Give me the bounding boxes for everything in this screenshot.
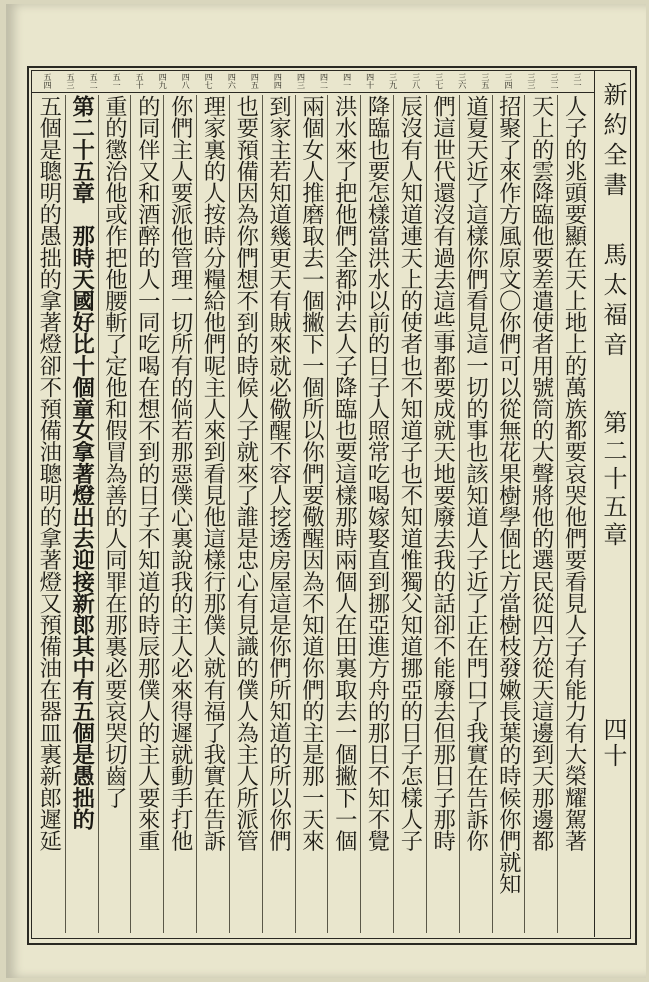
column-rule <box>163 95 164 933</box>
text-column: 天上的雲降臨他要差遣使者用號筒的大聲將他的選民從四方從天這邊到天那邊都 <box>528 95 555 851</box>
verse-ref: 四九 <box>158 73 168 89</box>
text-column: 人子的兆頭要顯在天上地上的萬族都要哀哭他們要看見人子有能力有大榮耀駕著 <box>560 95 587 851</box>
verse-ref: 三九 <box>388 73 398 89</box>
column-rule <box>98 95 99 933</box>
text-column: 到家主若知道幾更天有賊來就必儆醒不容人挖透房屋這是你們所知道的所以你們 <box>265 95 292 851</box>
column-rule <box>524 95 525 933</box>
column-rule <box>130 95 131 933</box>
column-rule <box>262 95 263 933</box>
column-rule <box>393 95 394 933</box>
column-rule <box>557 95 558 933</box>
verse-ref: 四六 <box>227 73 237 89</box>
text-column: 你們主人要派他管理一切所有的倘若那惡僕心裏說我的主人必來得遲就動手打他 <box>167 95 194 851</box>
column-rule <box>426 95 427 933</box>
column-rule <box>327 95 328 933</box>
gospel-name: 馬太福音 <box>599 242 627 362</box>
verse-ref: 四三 <box>296 73 306 89</box>
verse-ref: 五一 <box>112 73 122 89</box>
verse-ref: 三八 <box>411 73 421 89</box>
verse-ref: 三五 <box>480 73 490 89</box>
verse-ref: 四七 <box>204 73 214 89</box>
text-column: 重的懲治他或作把他腰斬了定他和假冒為善的人同罪在那裏必要哀哭切齒了 <box>101 95 128 808</box>
verse-ref: 三二 <box>549 73 559 89</box>
column-rule <box>360 95 361 933</box>
text-column: 第二十五章 那時天國好比十個童女拿著燈出去迎接新郎其中有五個是愚拙的 <box>68 95 95 830</box>
text-column: 招聚了來作方風原文〇你們可以從無花果樹學個比方當樹枝發嫩長葉的時候你們就知 <box>495 95 522 895</box>
column-rule <box>65 95 66 933</box>
text-column: 的同伴又和酒醉的人一同吃喝在想不到的日子不知道的時辰那僕人的主人要來重 <box>134 95 161 851</box>
verse-ref: 三一 <box>573 73 582 89</box>
verse-ref: 四八 <box>181 73 191 89</box>
verse-ref: 四五 <box>250 73 260 89</box>
verse-ref: 五三 <box>66 73 76 89</box>
verse-ref: 四二 <box>319 73 329 89</box>
verse-ref: 三六 <box>457 73 467 89</box>
chapter-heading: 第二十五章 <box>599 410 627 550</box>
verse-ref: 三四 <box>503 73 513 89</box>
verse-ref: 四四 <box>273 73 283 89</box>
column-rule <box>459 95 460 933</box>
column-rule <box>229 95 230 933</box>
text-column: 兩個女人推磨取去一個撇下一個所以你們要儆醒因為不知道你們的主是那一天來 <box>298 95 325 851</box>
text-column: 理家裏的人按時分糧給他們呢主人來到看見他這樣行那僕人就有福了我實在告訴 <box>199 95 226 851</box>
text-column: 五個是聰明的愚拙的拿著燈卻不預備油聰明的拿著燈又預備油在器皿裏新郎遲延 <box>35 95 62 851</box>
verse-ref: 四一 <box>342 73 352 89</box>
column-rule <box>492 95 493 933</box>
text-column: 也要預備因為你們想不到的時候人子就來了誰是忠心有見識的僕人為主人所派管 <box>232 95 259 851</box>
text-column: 降臨也要怎樣當洪水以前的日子人照常吃喝嫁娶直到挪亞進方舟的那日不知不覺 <box>364 95 391 851</box>
verse-ref: 三七 <box>434 73 444 89</box>
book-title: 新約全書 <box>599 82 627 202</box>
verse-ref: 三三 <box>526 73 536 89</box>
text-column: 們這世代還沒有過去這些事都要成就天地要廢去我的話卻不能廢去但那日子那時 <box>429 95 456 851</box>
page-number: 四十 <box>599 717 627 769</box>
column-rule <box>295 95 296 933</box>
text-column: 道夏天近了這樣你們看見這一切的事也該知道人子近了正在門口了我實在告訴你 <box>462 95 489 851</box>
text-column: 洪水來了把他們全都沖去人子降臨也要這樣那時兩個人在田裏取去一個撇下一個 <box>331 95 358 851</box>
verse-ref: 五二 <box>89 73 99 89</box>
verse-ref: 四十 <box>365 73 375 89</box>
verse-ref: 五十 <box>135 73 145 89</box>
column-rule <box>196 95 197 933</box>
verse-ref: 五四 <box>43 73 52 89</box>
text-column: 辰沒有人知道連天上的使者也不知道子也不知道惟獨父知道挪亞的日子怎樣人子 <box>396 95 423 851</box>
